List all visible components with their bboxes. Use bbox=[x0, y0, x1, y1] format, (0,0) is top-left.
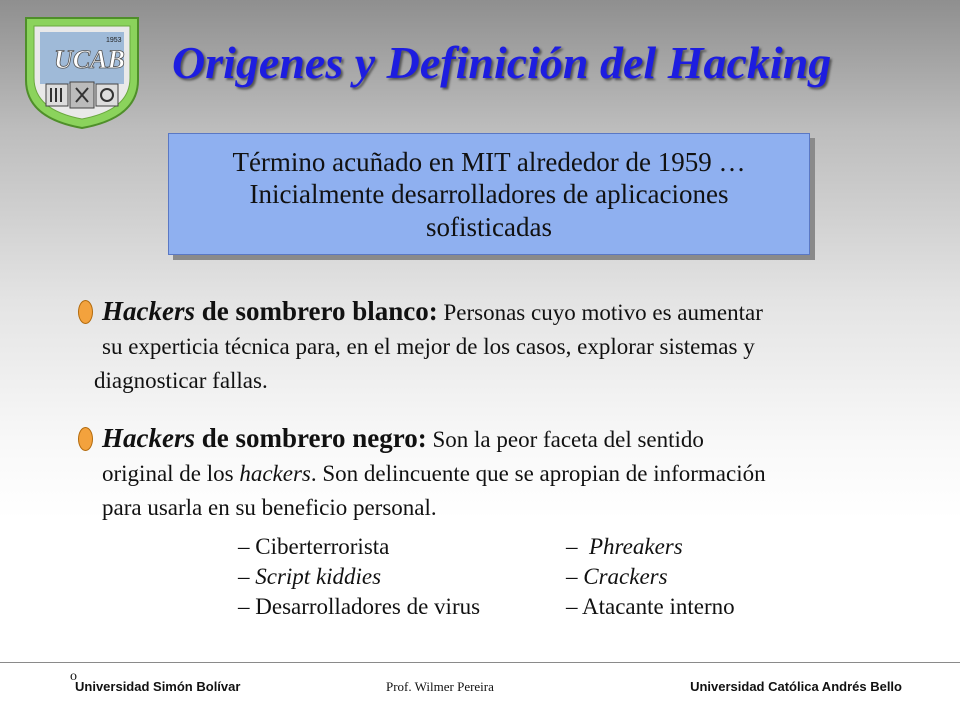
list-item bbox=[238, 592, 480, 622]
footer-left: Universidad Simón Bolívar bbox=[75, 679, 241, 694]
logo-letters: UCAB bbox=[54, 45, 125, 74]
ucab-logo bbox=[18, 10, 146, 130]
bullet-heading-italic: Hackers bbox=[102, 296, 195, 326]
bullet-text-3: para usarla en su beneficio personal. bbox=[102, 495, 437, 520]
term-box bbox=[168, 133, 810, 255]
term-line-2: Inicialmente desarrolladores de aplicaciones bbox=[249, 179, 729, 210]
bullet-heading-rest: de sombrero blanco: bbox=[194, 296, 438, 326]
list-text: Phreakers bbox=[589, 534, 683, 559]
list-item bbox=[566, 562, 735, 592]
list-text: Desarrolladores de virus bbox=[255, 594, 481, 619]
bullet-black-hat bbox=[78, 421, 898, 525]
list-text: Crackers bbox=[583, 564, 668, 589]
bullet-heading-rest: de sombrero negro: bbox=[194, 423, 427, 453]
page-title: Origenes y Definición del Hacking bbox=[172, 37, 832, 88]
list-item bbox=[238, 532, 480, 562]
attacker-list-right bbox=[566, 532, 735, 622]
list-item bbox=[566, 592, 735, 622]
term-line-3: sofisticadas bbox=[426, 211, 552, 242]
bullet-text-1: Personas cuyo motivo es aumentar bbox=[437, 300, 763, 325]
list-text: Ciberterrorista bbox=[255, 534, 390, 559]
bullet-dot-icon bbox=[78, 427, 93, 451]
list-dash: – bbox=[566, 564, 584, 589]
list-text: Script kiddies bbox=[255, 564, 382, 589]
attacker-list-left bbox=[238, 532, 480, 622]
bullet-heading bbox=[102, 423, 427, 453]
logo-year: 1953 bbox=[106, 37, 122, 44]
bullet-text-2 bbox=[102, 457, 898, 491]
list-item bbox=[566, 532, 735, 562]
bullet-heading-italic: Hackers bbox=[102, 423, 195, 453]
bullet-text-2a: original de los bbox=[102, 461, 240, 486]
bullet-text-3: diagnosticar fallas. bbox=[94, 368, 268, 393]
bullet-text-2c: . Son delincuente que se apropian de información bbox=[310, 461, 766, 486]
list-dash: – bbox=[238, 564, 256, 589]
list-dash: – bbox=[238, 594, 256, 619]
list-dash: – bbox=[566, 534, 589, 559]
list-text: Atacante interno bbox=[581, 594, 735, 619]
bullet-text-2b: hackers bbox=[239, 461, 311, 486]
list-dash: – bbox=[566, 594, 582, 619]
list-item bbox=[238, 562, 480, 592]
footer-right: Universidad Católica Andrés Bello bbox=[690, 679, 902, 694]
footer-mark: o bbox=[70, 669, 77, 684]
term-line-1: Término acuñado en MIT alrededor de 1959 … bbox=[232, 147, 746, 177]
bullet-text-2: su experticia técnica para, en el mejor de los casos, explorar sistemas y bbox=[102, 334, 755, 359]
bullet-heading bbox=[102, 296, 438, 326]
bullet-dot-icon bbox=[78, 300, 93, 324]
list-dash: – bbox=[238, 534, 256, 559]
footer-middle: Prof. Wilmer Pereira bbox=[386, 679, 494, 694]
bullet-white-hat bbox=[78, 294, 898, 398]
footer-divider bbox=[0, 662, 960, 663]
bullet-text-1: Son la peor faceta del sentido bbox=[426, 427, 704, 452]
